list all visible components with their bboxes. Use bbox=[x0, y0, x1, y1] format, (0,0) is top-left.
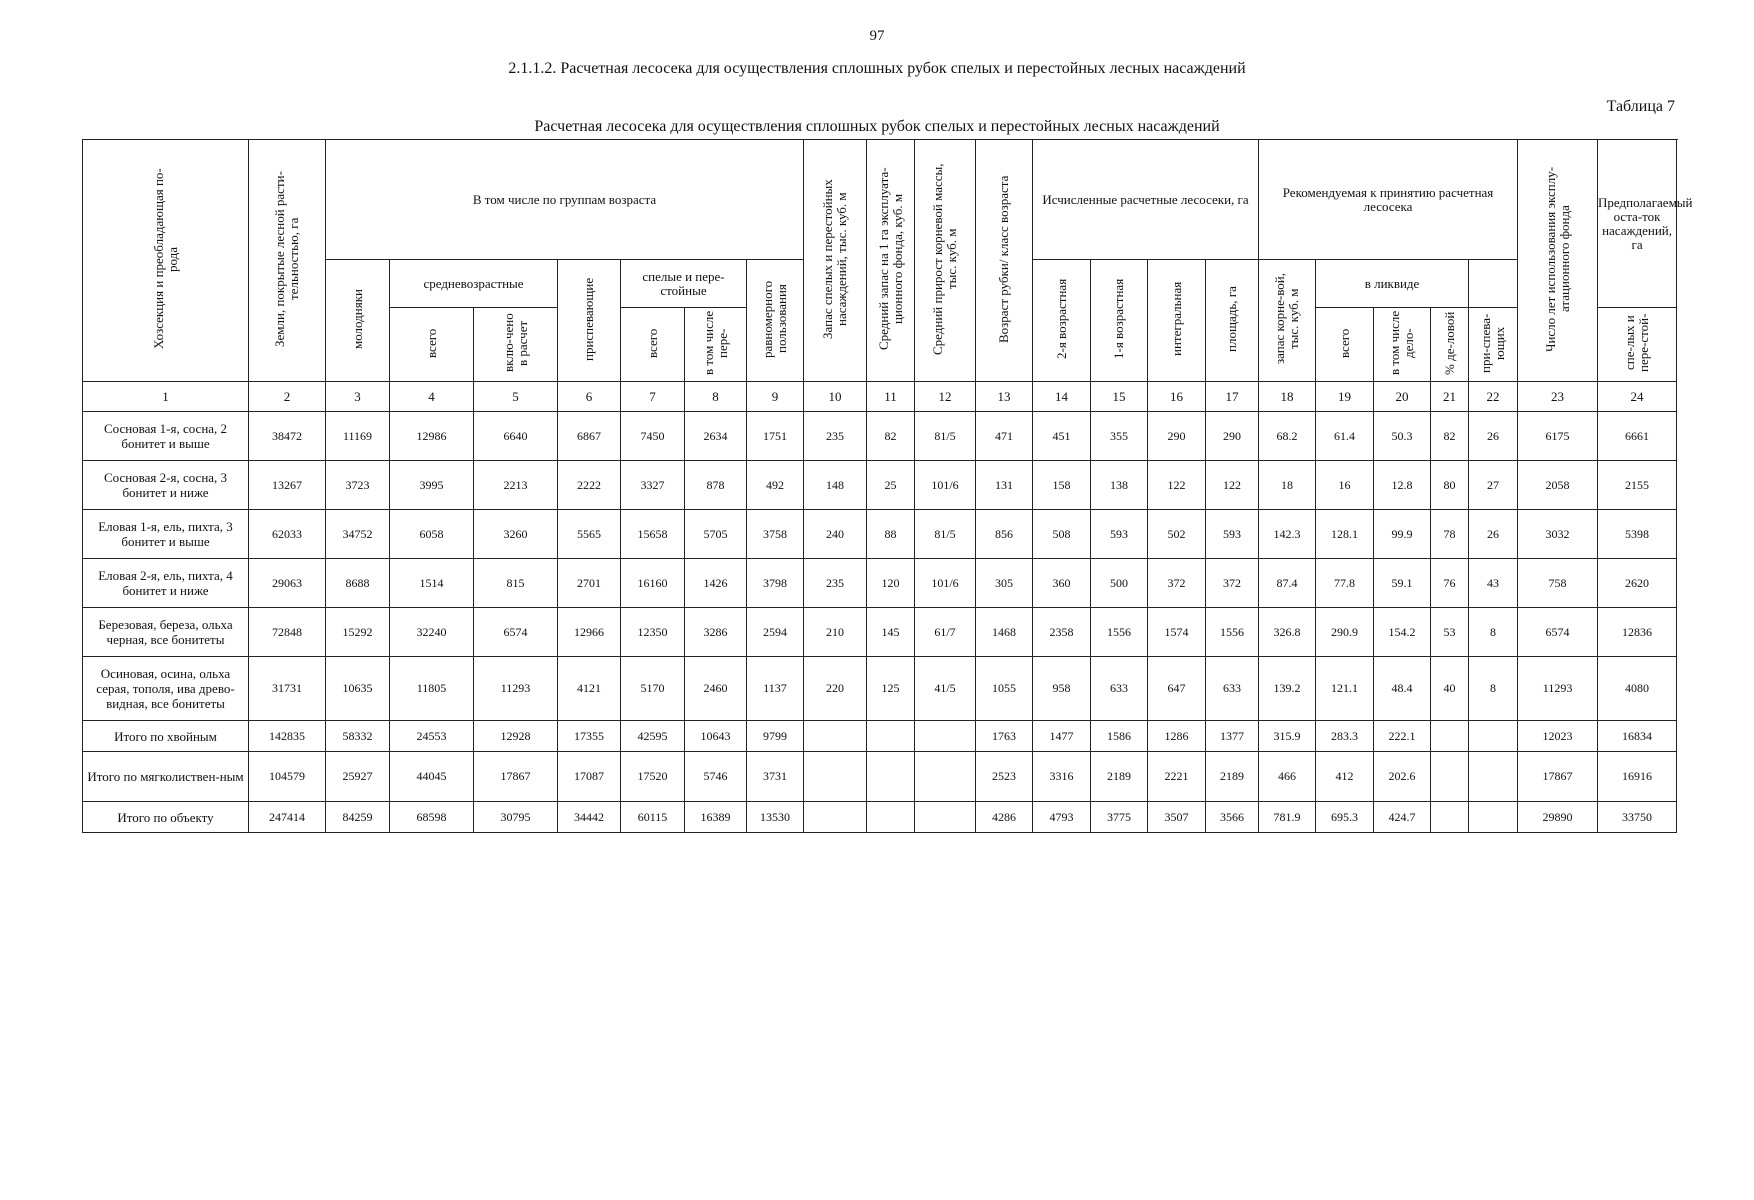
header-col-9: Запас спелых и перестойных насаждений, тыс. куб. м bbox=[804, 140, 867, 382]
table-cell: 2189 bbox=[1206, 752, 1259, 802]
table-cell: 12986 bbox=[390, 412, 474, 461]
header-recommended: Рекомендуемая к принятию расчетная лесосека bbox=[1259, 140, 1518, 260]
table-cell: 593 bbox=[1091, 510, 1148, 559]
table-cell: 315.9 bbox=[1259, 721, 1316, 752]
table-row bbox=[83, 510, 1677, 559]
table-cell bbox=[915, 752, 976, 802]
table-cell: 13530 bbox=[747, 802, 804, 833]
table-cell: 101/6 bbox=[915, 461, 976, 510]
table-cell: 647 bbox=[1148, 657, 1206, 721]
table-cell: 1055 bbox=[976, 657, 1033, 721]
table-cell: 3798 bbox=[747, 559, 804, 608]
table-cell: 1751 bbox=[747, 412, 804, 461]
table-row bbox=[83, 802, 1677, 833]
table-cell: 142835 bbox=[249, 721, 326, 752]
table-cell: 6574 bbox=[1518, 608, 1598, 657]
table-cell bbox=[1431, 721, 1469, 752]
table-cell: 121.1 bbox=[1316, 657, 1374, 721]
table-cell: 145 bbox=[867, 608, 915, 657]
table-cell: 34442 bbox=[558, 802, 621, 833]
table-cell: 138 bbox=[1091, 461, 1148, 510]
table-cell: 781.9 bbox=[1259, 802, 1316, 833]
header-middle-aged: средневозрастные bbox=[390, 260, 558, 308]
table-cell: 1477 bbox=[1033, 721, 1091, 752]
header-col-11: Средний прирост корневой массы, тыс. куб. м bbox=[915, 140, 976, 382]
table-cell: 305 bbox=[976, 559, 1033, 608]
table-cell: 5705 bbox=[685, 510, 747, 559]
table-cell: 29890 bbox=[1518, 802, 1598, 833]
table-cell: 4793 bbox=[1033, 802, 1091, 833]
table-cell: 2058 bbox=[1518, 461, 1598, 510]
row-name: Березовая, береза, ольха черная, все бонитеты bbox=[83, 608, 249, 657]
table-cell: 1763 bbox=[976, 721, 1033, 752]
header-col-12: Возраст рубки/ класс возраста bbox=[976, 140, 1033, 382]
table-cell: 30795 bbox=[474, 802, 558, 833]
header-col-16: интегральная bbox=[1148, 260, 1206, 382]
column-number: 14 bbox=[1033, 382, 1091, 412]
table-cell: 17520 bbox=[621, 752, 685, 802]
table-cell: 61/7 bbox=[915, 608, 976, 657]
table-cell: 958 bbox=[1033, 657, 1091, 721]
table-cell: 2701 bbox=[558, 559, 621, 608]
table-cell: 235 bbox=[804, 559, 867, 608]
table-cell: 2594 bbox=[747, 608, 804, 657]
table-cell: 471 bbox=[976, 412, 1033, 461]
table-cell: 11805 bbox=[390, 657, 474, 721]
table-cell: 148 bbox=[804, 461, 867, 510]
header-col-13: равномерного пользования bbox=[747, 260, 804, 382]
column-number: 19 bbox=[1316, 382, 1374, 412]
table-cell: 44045 bbox=[390, 752, 474, 802]
table-cell bbox=[1469, 802, 1518, 833]
header-col-19: всего bbox=[1316, 308, 1374, 382]
table-cell: 53 bbox=[1431, 608, 1469, 657]
table-cell: 1586 bbox=[1091, 721, 1148, 752]
header-col-22: Число лет использования эксплу-атационного фонда bbox=[1518, 140, 1598, 382]
column-number: 2 bbox=[249, 382, 326, 412]
table-cell: 2213 bbox=[474, 461, 558, 510]
column-number: 23 bbox=[1518, 382, 1598, 412]
table-cell: 78 bbox=[1431, 510, 1469, 559]
table-cell: 122 bbox=[1148, 461, 1206, 510]
column-number: 21 bbox=[1431, 382, 1469, 412]
table-cell: 3566 bbox=[1206, 802, 1259, 833]
cutting-area-table bbox=[82, 139, 1693, 833]
row-name: Итого по мягколиствен-ным bbox=[83, 752, 249, 802]
table-cell: 87.4 bbox=[1259, 559, 1316, 608]
table-cell: 81/5 bbox=[915, 510, 976, 559]
table-cell: 12928 bbox=[474, 721, 558, 752]
table-cell: 5565 bbox=[558, 510, 621, 559]
header-col-7: всего bbox=[621, 308, 685, 382]
table-cell: 34752 bbox=[326, 510, 390, 559]
row-name: Итого по хвойным bbox=[83, 721, 249, 752]
table-row bbox=[83, 721, 1677, 752]
header-col-24: спе-лых и пере-стой- bbox=[1598, 308, 1677, 382]
column-number: 3 bbox=[326, 382, 390, 412]
table-cell: 6661 bbox=[1598, 412, 1677, 461]
table-cell: 6058 bbox=[390, 510, 474, 559]
table-cell: 40 bbox=[1431, 657, 1469, 721]
table-cell: 2189 bbox=[1091, 752, 1148, 802]
table-cell: 360 bbox=[1033, 559, 1091, 608]
header-col-15: 1-я возрастная bbox=[1091, 260, 1148, 382]
table-row bbox=[83, 559, 1677, 608]
table-cell: 125 bbox=[867, 657, 915, 721]
table-cell: 283.3 bbox=[1316, 721, 1374, 752]
table-cell: 815 bbox=[474, 559, 558, 608]
column-number: 18 bbox=[1259, 382, 1316, 412]
table-cell: 68598 bbox=[390, 802, 474, 833]
table-cell: 5170 bbox=[621, 657, 685, 721]
column-number: 22 bbox=[1469, 382, 1518, 412]
table-cell: 202.6 bbox=[1374, 752, 1431, 802]
table-cell: 466 bbox=[1259, 752, 1316, 802]
header-col-10: Средний запас на 1 га эксплуата-ционного фонда, куб. м bbox=[867, 140, 915, 382]
table-cell: 17867 bbox=[1518, 752, 1598, 802]
table-cell: 3286 bbox=[685, 608, 747, 657]
table-cell: 10643 bbox=[685, 721, 747, 752]
table-body bbox=[83, 382, 1677, 833]
table-cell: 2523 bbox=[976, 752, 1033, 802]
table-cell: 2634 bbox=[685, 412, 747, 461]
table-cell: 492 bbox=[747, 461, 804, 510]
table-cell: 412 bbox=[1316, 752, 1374, 802]
column-number-row bbox=[83, 382, 1677, 412]
column-number: 12 bbox=[915, 382, 976, 412]
table-cell: 372 bbox=[1206, 559, 1259, 608]
table-cell bbox=[1469, 752, 1518, 802]
column-number: 1 bbox=[83, 382, 249, 412]
column-number: 15 bbox=[1091, 382, 1148, 412]
table-cell: 5398 bbox=[1598, 510, 1677, 559]
table-cell: 11169 bbox=[326, 412, 390, 461]
table-cell: 154.2 bbox=[1374, 608, 1431, 657]
header-col-5: вклю-чено в расчет bbox=[474, 308, 558, 382]
column-number: 20 bbox=[1374, 382, 1431, 412]
table-cell: 11293 bbox=[1518, 657, 1598, 721]
table-cell: 82 bbox=[1431, 412, 1469, 461]
table-cell: 31731 bbox=[249, 657, 326, 721]
table-cell: 139.2 bbox=[1259, 657, 1316, 721]
table-cell: 424.7 bbox=[1374, 802, 1431, 833]
column-number: 5 bbox=[474, 382, 558, 412]
table-cell: 220 bbox=[804, 657, 867, 721]
table-cell: 3316 bbox=[1033, 752, 1091, 802]
table-cell: 8688 bbox=[326, 559, 390, 608]
table-cell: 451 bbox=[1033, 412, 1091, 461]
header-liquid: в ликвиде bbox=[1316, 260, 1469, 308]
row-name: Итого по объекту bbox=[83, 802, 249, 833]
header-col-6: приспевающие bbox=[558, 260, 621, 382]
table-cell: 13267 bbox=[249, 461, 326, 510]
table-cell: 4121 bbox=[558, 657, 621, 721]
table-cell: 1426 bbox=[685, 559, 747, 608]
table-cell: 3723 bbox=[326, 461, 390, 510]
table-cell bbox=[915, 721, 976, 752]
table-cell bbox=[1431, 802, 1469, 833]
table-cell: 16 bbox=[1316, 461, 1374, 510]
table-cell: 758 bbox=[1518, 559, 1598, 608]
table-cell bbox=[867, 802, 915, 833]
table-cell: 2221 bbox=[1148, 752, 1206, 802]
table-cell: 33750 bbox=[1598, 802, 1677, 833]
table-cell: 26 bbox=[1469, 412, 1518, 461]
table-cell: 1574 bbox=[1148, 608, 1206, 657]
table-cell: 61.4 bbox=[1316, 412, 1374, 461]
column-number: 10 bbox=[804, 382, 867, 412]
table-cell: 633 bbox=[1206, 657, 1259, 721]
table-cell bbox=[915, 802, 976, 833]
table-cell: 41/5 bbox=[915, 657, 976, 721]
column-number: 9 bbox=[747, 382, 804, 412]
table-cell: 5746 bbox=[685, 752, 747, 802]
table-cell: 12.8 bbox=[1374, 461, 1431, 510]
table-cell: 355 bbox=[1091, 412, 1148, 461]
header-col-1: Хозсекция и преобладающая по-рода bbox=[83, 140, 249, 382]
table-cell: 3032 bbox=[1518, 510, 1598, 559]
table-cell: 76 bbox=[1431, 559, 1469, 608]
table-cell: 128.1 bbox=[1316, 510, 1374, 559]
table-cell: 290.9 bbox=[1316, 608, 1374, 657]
column-number: 4 bbox=[390, 382, 474, 412]
table-row bbox=[83, 752, 1677, 802]
table-label: Таблица 7 bbox=[1606, 98, 1675, 115]
column-number: 11 bbox=[867, 382, 915, 412]
table-cell: 3758 bbox=[747, 510, 804, 559]
table-cell: 2155 bbox=[1598, 461, 1677, 510]
table-cell: 18 bbox=[1259, 461, 1316, 510]
table-cell bbox=[804, 802, 867, 833]
column-number: 7 bbox=[621, 382, 685, 412]
table-cell: 4080 bbox=[1598, 657, 1677, 721]
table-cell: 10635 bbox=[326, 657, 390, 721]
table-cell: 1377 bbox=[1206, 721, 1259, 752]
header-col-23: при-спева-ющих bbox=[1469, 308, 1518, 382]
table-row bbox=[83, 657, 1677, 721]
table-cell: 3507 bbox=[1148, 802, 1206, 833]
table-cell: 48.4 bbox=[1374, 657, 1431, 721]
table-cell: 6574 bbox=[474, 608, 558, 657]
table-cell bbox=[1469, 721, 1518, 752]
column-number: 8 bbox=[685, 382, 747, 412]
table-cell bbox=[1431, 752, 1469, 802]
table-title: Расчетная лесосека для осуществления сплошных рубок спелых и перестойных лесных насаждений bbox=[534, 118, 1220, 135]
header-col-8: в том числе пере- bbox=[685, 308, 747, 382]
header-col-21: % де-ловой bbox=[1431, 308, 1469, 382]
table-cell: 12836 bbox=[1598, 608, 1677, 657]
row-name: Еловая 2-я, ель, пихта, 4 бонитет и ниже bbox=[83, 559, 249, 608]
table-cell: 6175 bbox=[1518, 412, 1598, 461]
table-cell: 290 bbox=[1206, 412, 1259, 461]
table-cell: 25 bbox=[867, 461, 915, 510]
table-cell: 222.1 bbox=[1374, 721, 1431, 752]
table-cell: 2460 bbox=[685, 657, 747, 721]
table-cell: 32240 bbox=[390, 608, 474, 657]
header-col-18: запас корне-вой, тыс. куб. м bbox=[1259, 260, 1316, 382]
table-cell: 3731 bbox=[747, 752, 804, 802]
table-cell: 12966 bbox=[558, 608, 621, 657]
table-cell bbox=[804, 721, 867, 752]
table-cell: 25927 bbox=[326, 752, 390, 802]
table-cell: 240 bbox=[804, 510, 867, 559]
table-cell: 158 bbox=[1033, 461, 1091, 510]
table-cell: 4286 bbox=[976, 802, 1033, 833]
table-cell: 3260 bbox=[474, 510, 558, 559]
row-name: Сосновая 2-я, сосна, 3 бонитет и ниже bbox=[83, 461, 249, 510]
column-number: 16 bbox=[1148, 382, 1206, 412]
table-cell: 2222 bbox=[558, 461, 621, 510]
header-col-20: в том числе дело- bbox=[1374, 308, 1431, 382]
table-cell: 878 bbox=[685, 461, 747, 510]
row-name: Еловая 1-я, ель, пихта, 3 бонитет и выше bbox=[83, 510, 249, 559]
table-cell bbox=[867, 721, 915, 752]
table-cell: 16160 bbox=[621, 559, 685, 608]
table-cell: 77.8 bbox=[1316, 559, 1374, 608]
table-cell: 235 bbox=[804, 412, 867, 461]
table-row bbox=[83, 412, 1677, 461]
table-cell: 38472 bbox=[249, 412, 326, 461]
table-cell: 500 bbox=[1091, 559, 1148, 608]
table-cell: 72848 bbox=[249, 608, 326, 657]
table-row bbox=[83, 461, 1677, 510]
table-cell: 17355 bbox=[558, 721, 621, 752]
table-cell: 16834 bbox=[1598, 721, 1677, 752]
table-cell: 6640 bbox=[474, 412, 558, 461]
page-number: 97 bbox=[869, 28, 885, 44]
table-cell: 372 bbox=[1148, 559, 1206, 608]
table-cell: 60115 bbox=[621, 802, 685, 833]
table-cell: 6867 bbox=[558, 412, 621, 461]
table-cell bbox=[804, 752, 867, 802]
table-cell: 8 bbox=[1469, 608, 1518, 657]
table-cell: 856 bbox=[976, 510, 1033, 559]
table-cell: 1137 bbox=[747, 657, 804, 721]
header-col-17: площадь, га bbox=[1206, 260, 1259, 382]
table-cell: 81/5 bbox=[915, 412, 976, 461]
table-cell: 508 bbox=[1033, 510, 1091, 559]
table-cell: 27 bbox=[1469, 461, 1518, 510]
table-cell: 12023 bbox=[1518, 721, 1598, 752]
row-name: Осиновая, осина, ольха серая, тополя, ива древо-видная, все бонитеты bbox=[83, 657, 249, 721]
table-cell: 16389 bbox=[685, 802, 747, 833]
table-cell: 2358 bbox=[1033, 608, 1091, 657]
table-cell: 99.9 bbox=[1374, 510, 1431, 559]
table-cell: 1468 bbox=[976, 608, 1033, 657]
table-cell: 1556 bbox=[1091, 608, 1148, 657]
table-cell: 104579 bbox=[249, 752, 326, 802]
table-cell: 15292 bbox=[326, 608, 390, 657]
table-cell: 2620 bbox=[1598, 559, 1677, 608]
table-cell: 43 bbox=[1469, 559, 1518, 608]
table-cell: 290 bbox=[1148, 412, 1206, 461]
table-cell: 122 bbox=[1206, 461, 1259, 510]
table-cell: 502 bbox=[1148, 510, 1206, 559]
table-cell: 62033 bbox=[249, 510, 326, 559]
table-cell: 101/6 bbox=[915, 559, 976, 608]
header-ripe: спелые и пере-стойные bbox=[621, 260, 747, 308]
section-heading: 2.1.1.2. Расчетная лесосека для осуществления сплошных рубок спелых и перестойных лесных насаждений bbox=[508, 60, 1246, 77]
table-cell: 88 bbox=[867, 510, 915, 559]
header-col-14: 2-я возрастная bbox=[1033, 260, 1091, 382]
row-name: Сосновая 1-я, сосна, 2 бонитет и выше bbox=[83, 412, 249, 461]
table-cell: 24553 bbox=[390, 721, 474, 752]
column-number: 6 bbox=[558, 382, 621, 412]
table-cell: 42595 bbox=[621, 721, 685, 752]
table-cell: 1286 bbox=[1148, 721, 1206, 752]
table-cell: 142.3 bbox=[1259, 510, 1316, 559]
table-cell: 120 bbox=[867, 559, 915, 608]
table-cell: 59.1 bbox=[1374, 559, 1431, 608]
column-number: 24 bbox=[1598, 382, 1677, 412]
table-cell: 82 bbox=[867, 412, 915, 461]
table-cell: 26 bbox=[1469, 510, 1518, 559]
header-calculated: Исчисленные расчетные лесосеки, га bbox=[1033, 140, 1259, 260]
table-cell: 17867 bbox=[474, 752, 558, 802]
table-cell: 15658 bbox=[621, 510, 685, 559]
table-cell: 9799 bbox=[747, 721, 804, 752]
table-cell: 80 bbox=[1431, 461, 1469, 510]
column-number: 13 bbox=[976, 382, 1033, 412]
table-cell: 247414 bbox=[249, 802, 326, 833]
table-cell: 3775 bbox=[1091, 802, 1148, 833]
header-col-4: всего bbox=[390, 308, 474, 382]
table-cell: 695.3 bbox=[1316, 802, 1374, 833]
table-cell: 3327 bbox=[621, 461, 685, 510]
table-cell: 3995 bbox=[390, 461, 474, 510]
header-remain: Предполагаемый оста-ток насаждений, га bbox=[1598, 140, 1677, 308]
table-cell: 29063 bbox=[249, 559, 326, 608]
header-age-groups: В том числе по группам возраста bbox=[326, 140, 804, 260]
table-cell: 210 bbox=[804, 608, 867, 657]
table-cell: 8 bbox=[1469, 657, 1518, 721]
table-cell: 1514 bbox=[390, 559, 474, 608]
header-col-2: Земли, покрытые лесной расти-тельностью, га bbox=[249, 140, 326, 382]
table-cell: 58332 bbox=[326, 721, 390, 752]
table-cell bbox=[867, 752, 915, 802]
table-cell: 7450 bbox=[621, 412, 685, 461]
table-cell: 131 bbox=[976, 461, 1033, 510]
header-col-3: молодняки bbox=[326, 260, 390, 382]
table-row bbox=[83, 608, 1677, 657]
table-cell: 50.3 bbox=[1374, 412, 1431, 461]
table-cell: 633 bbox=[1091, 657, 1148, 721]
table-cell: 593 bbox=[1206, 510, 1259, 559]
table-cell: 16916 bbox=[1598, 752, 1677, 802]
table-cell: 326.8 bbox=[1259, 608, 1316, 657]
table-cell: 11293 bbox=[474, 657, 558, 721]
column-number: 17 bbox=[1206, 382, 1259, 412]
table-cell: 68.2 bbox=[1259, 412, 1316, 461]
table-cell: 12350 bbox=[621, 608, 685, 657]
table-cell: 1556 bbox=[1206, 608, 1259, 657]
table-cell: 17087 bbox=[558, 752, 621, 802]
table-cell: 84259 bbox=[326, 802, 390, 833]
